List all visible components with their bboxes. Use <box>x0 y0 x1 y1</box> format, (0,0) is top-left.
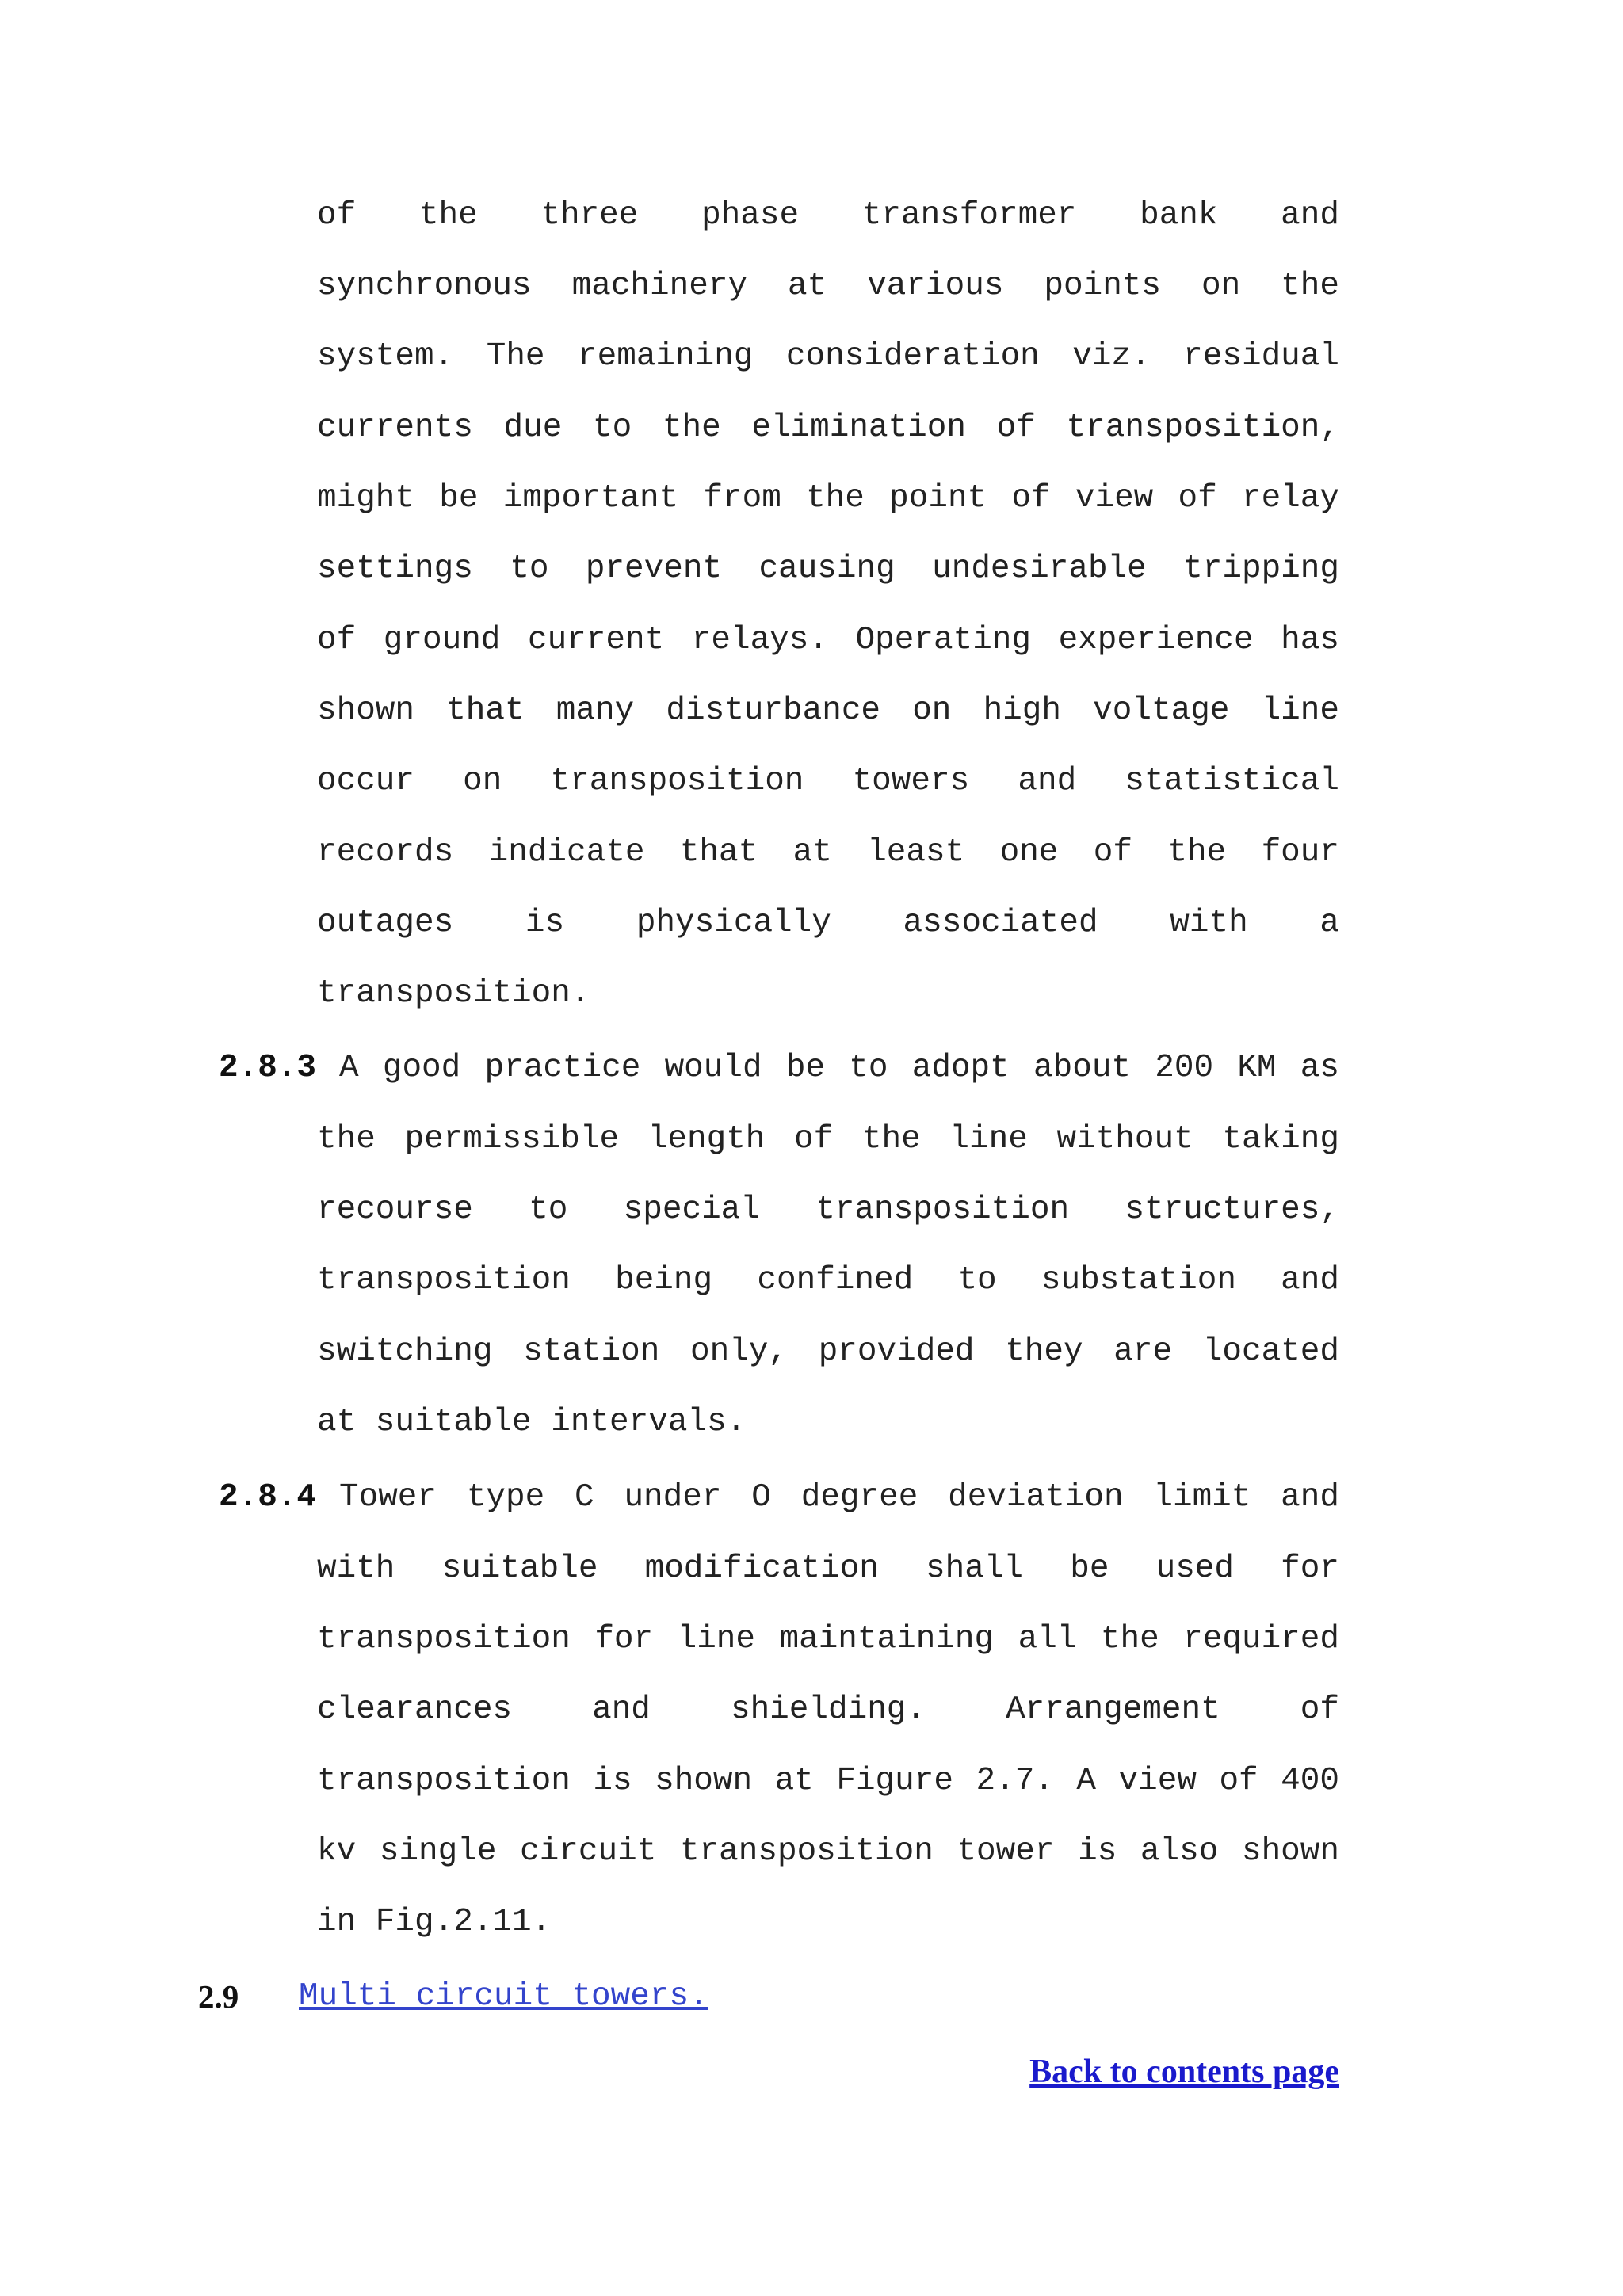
paragraph-line: recourse to special transposition structures, <box>317 1192 1339 1228</box>
paragraph-line: transposition is shown at Figure 2.7. A view of 400 <box>317 1763 1339 1799</box>
paragraph-line: synchronous machinery at various points on the <box>317 268 1339 304</box>
paragraph-line: transposition for line maintaining all the required <box>317 1621 1339 1657</box>
paragraph-line: shown that many disturbance on high voltage line <box>317 692 1339 729</box>
paragraph-line: clearances and shielding. Arrangement of <box>317 1691 1339 1728</box>
paragraph-line: system. The remaining consideration viz. residual <box>317 338 1339 375</box>
paragraph-line: in Fig.2.11. <box>317 1904 552 1940</box>
paragraph-line: settings to prevent causing undesirable tripping <box>317 551 1339 587</box>
paragraph-line: Tower type C under O degree deviation limit and <box>339 1479 1339 1516</box>
paragraph-line: occur on transposition towers and statistical <box>317 763 1339 799</box>
section-number-2-9: 2.9 <box>198 1978 239 2015</box>
paragraph-line: outages is physically associated with a <box>317 905 1339 941</box>
paragraph-line: with suitable modification shall be used for <box>317 1550 1339 1587</box>
multi-circuit-towers-link[interactable]: Multi circuit towers. <box>299 1978 708 2015</box>
paragraph-line: transposition being confined to substation and <box>317 1262 1339 1299</box>
section-number: 2.8.3 <box>219 1050 317 1086</box>
paragraph-line: records indicate that at least one of the four <box>317 834 1339 871</box>
paragraph-line: switching station only, provided they are located <box>317 1333 1339 1370</box>
paragraph-line: currents due to the elimination of transposition, <box>317 410 1339 446</box>
paragraph-line: the permissible length of the line without taking <box>317 1121 1339 1158</box>
paragraph-line: of the three phase transformer bank and <box>317 197 1339 234</box>
paragraph-line: A good practice would be to adopt about 200 KM as <box>339 1050 1339 1086</box>
paragraph-line: kv single circuit transposition tower is also shown <box>317 1833 1339 1870</box>
back-to-contents-link[interactable]: Back to contents page <box>1029 2054 1339 2090</box>
paragraph-line: of ground current relays. Operating experience has <box>317 622 1339 658</box>
paragraph-line: might be important from the point of view of relay <box>317 480 1339 517</box>
section-number: 2.8.4 <box>219 1479 317 1516</box>
paragraph-line: transposition. <box>317 975 590 1012</box>
paragraph-line: at suitable intervals. <box>317 1404 747 1440</box>
